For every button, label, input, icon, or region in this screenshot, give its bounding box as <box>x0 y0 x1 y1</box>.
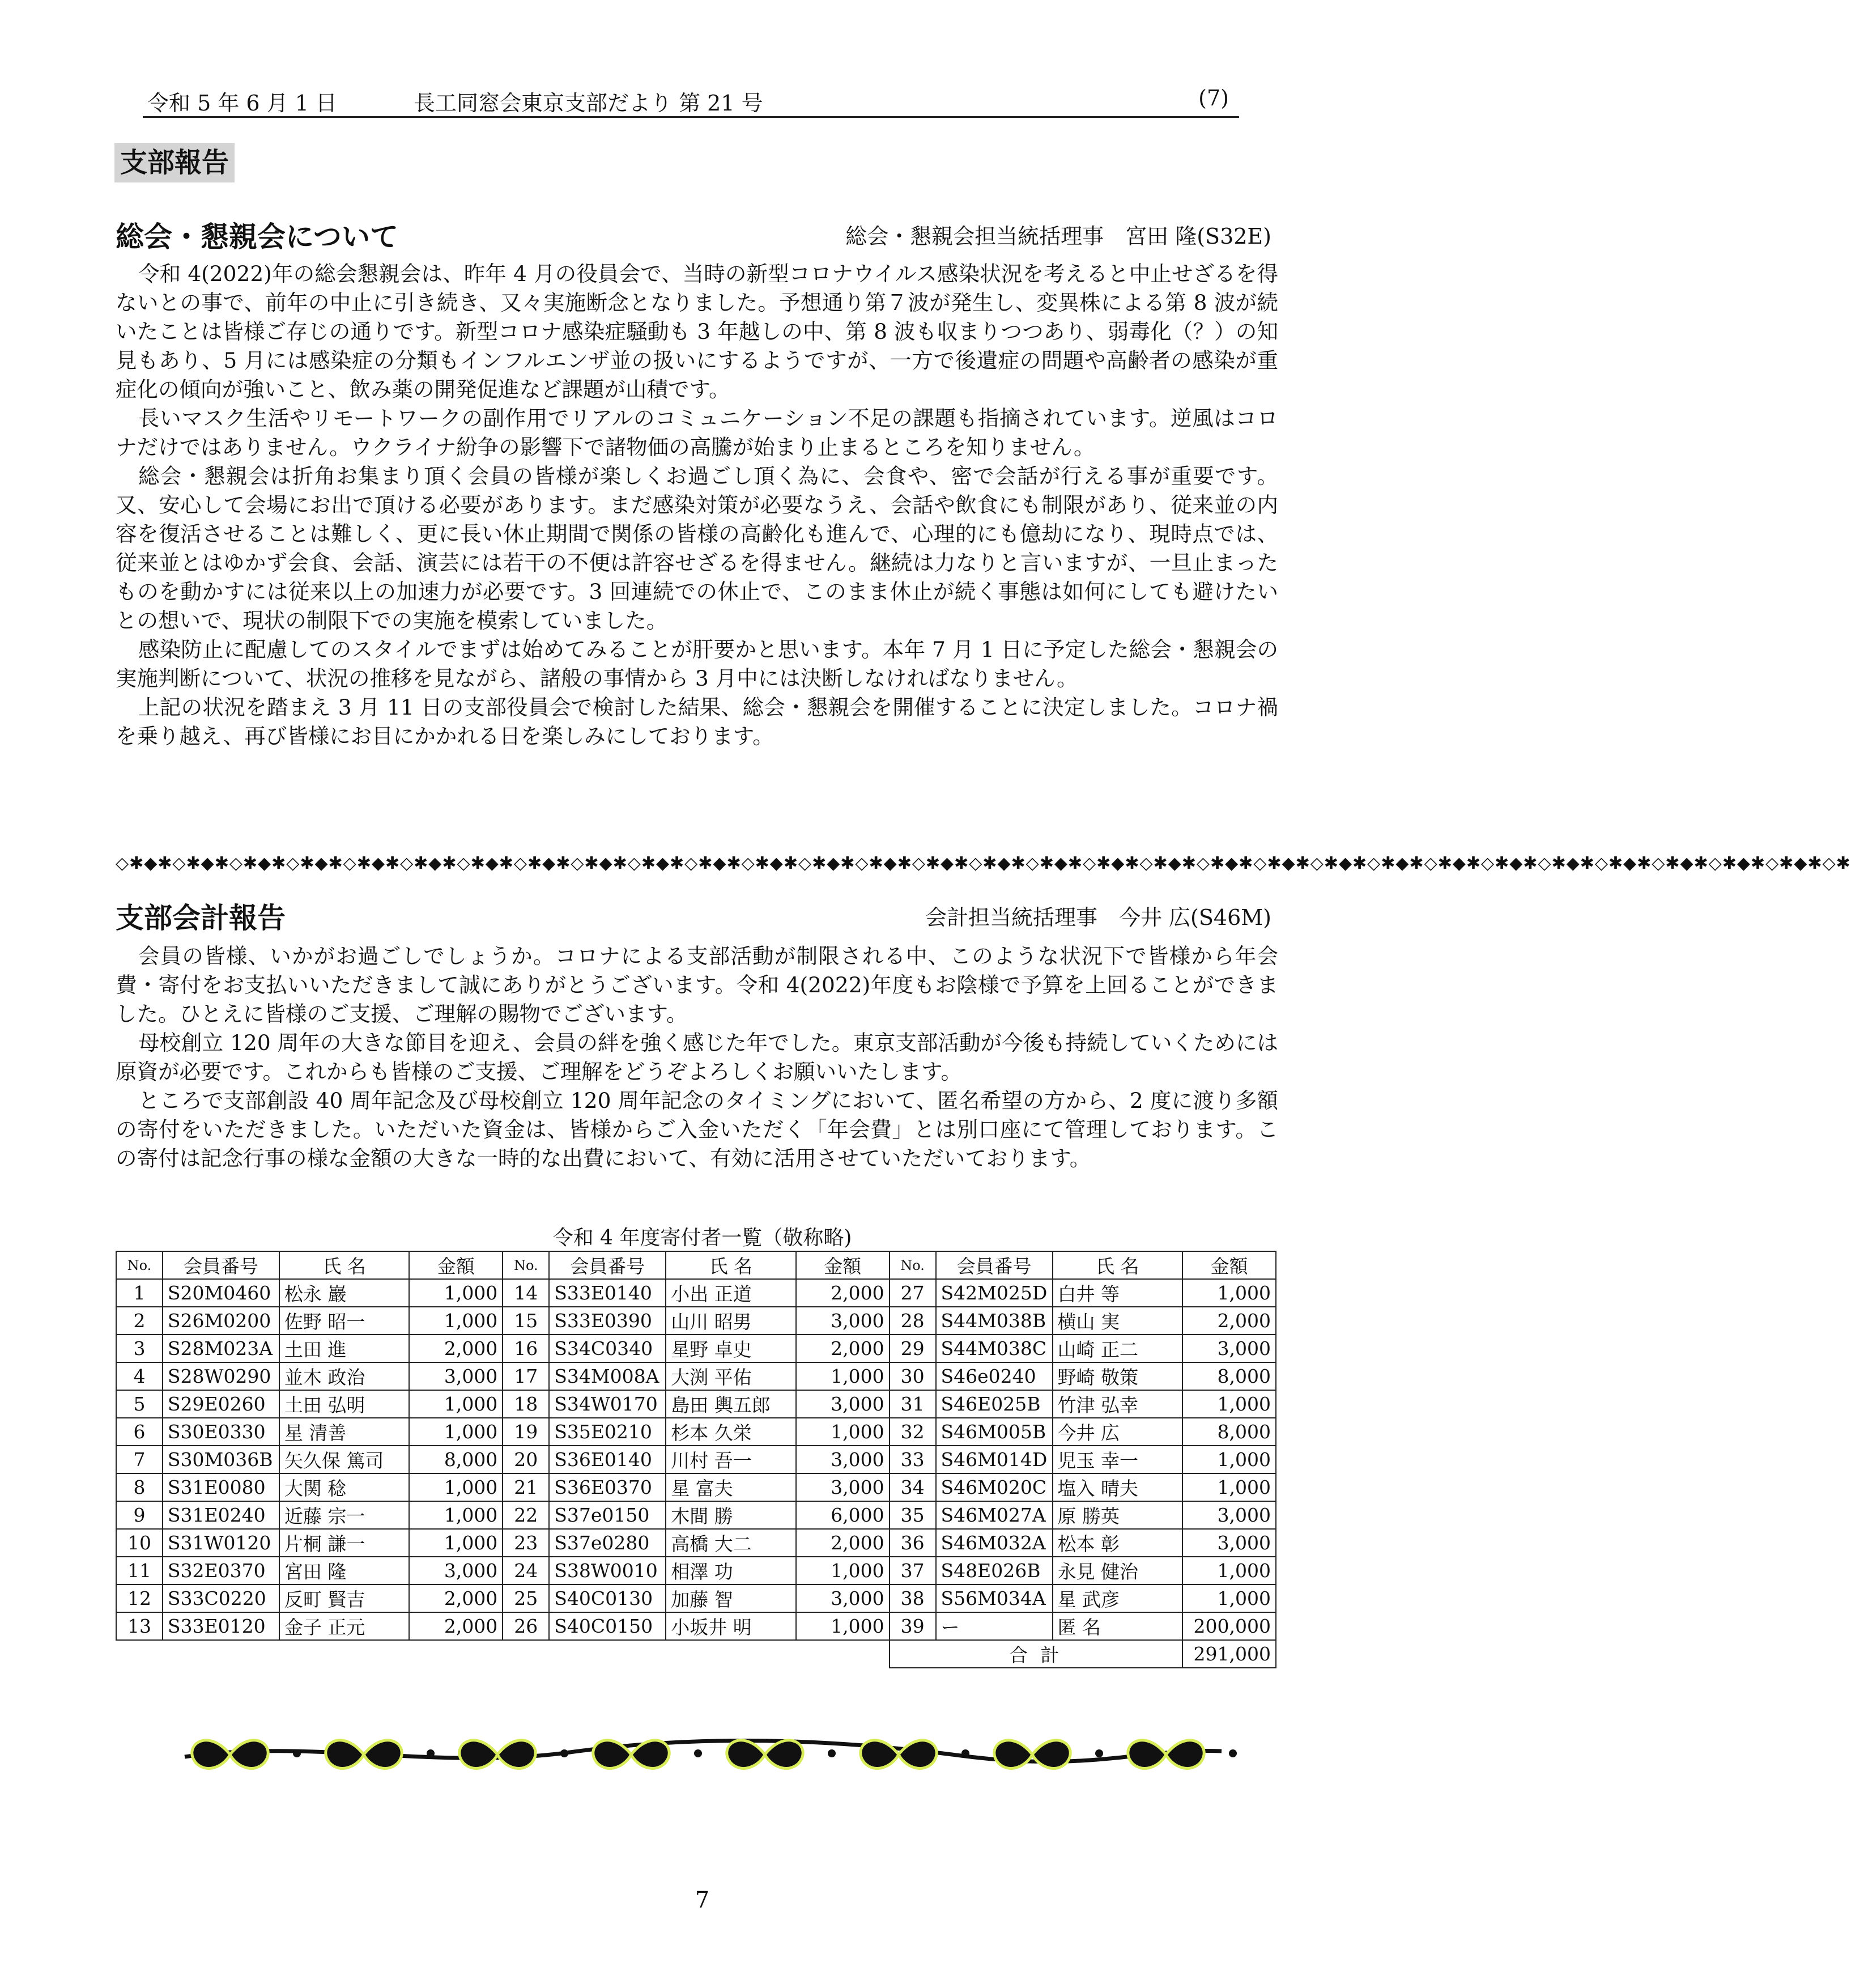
donation-amount: 3,000 <box>1182 1529 1276 1557</box>
donor-no: 15 <box>503 1307 549 1335</box>
member-id: S31W0120 <box>163 1529 279 1557</box>
paragraph: 上記の状況を踏まえ 3 月 11 日の支部役員会で検討した結果、総会・懇親会を開催することに決定しました。コロナ禍を乗り越え、再び皆様にお目にかかれる日を楽しみにしております。 <box>116 695 1278 749</box>
donor-no: 19 <box>503 1418 549 1446</box>
donor-no: 3 <box>116 1335 163 1362</box>
donor-no: 24 <box>503 1557 549 1585</box>
column-header: No. <box>116 1251 163 1279</box>
member-id: S40C0150 <box>549 1612 666 1640</box>
vine-bud <box>828 1749 836 1757</box>
header-page-number: (7) <box>1198 86 1229 111</box>
total-amount: 291,000 <box>1182 1640 1276 1668</box>
donor-name: 今井 広 <box>1053 1418 1182 1446</box>
donor-name: 松永 巖 <box>279 1279 409 1307</box>
donor-name: 小坂井 明 <box>666 1612 795 1640</box>
donation-amount: 6,000 <box>796 1501 890 1529</box>
donor-no: 4 <box>116 1362 163 1390</box>
donor-no: 38 <box>890 1585 936 1612</box>
donor-name: 高橋 大二 <box>666 1529 795 1557</box>
donation-amount: 2,000 <box>796 1335 890 1362</box>
table-row <box>116 1501 1276 1529</box>
column-header: No. <box>503 1251 549 1279</box>
donation-amount: 1,000 <box>1182 1446 1276 1473</box>
member-id: S46e0240 <box>936 1362 1053 1390</box>
donation-amount: 2,000 <box>409 1585 503 1612</box>
donation-amount: 8,000 <box>1182 1362 1276 1390</box>
donor-no: 21 <box>503 1473 549 1501</box>
donor-no: 17 <box>503 1362 549 1390</box>
section-label: 支部報告 <box>114 143 235 182</box>
donation-amount: 2,000 <box>409 1612 503 1640</box>
donor-name: 塩入 晴夫 <box>1053 1473 1182 1501</box>
donation-amount: 200,000 <box>1182 1612 1276 1640</box>
table-row <box>116 1307 1276 1335</box>
donor-no: 13 <box>116 1612 163 1640</box>
member-id: S48E026B <box>936 1557 1053 1585</box>
donor-no: 1 <box>116 1279 163 1307</box>
donation-amount: 1,000 <box>1182 1585 1276 1612</box>
vine-bud <box>560 1749 568 1757</box>
donor-name: 金子 正元 <box>279 1612 409 1640</box>
paragraph: 総会・懇親会は折角お集まり頂く会員の皆様が楽しくお過ごし頂く為に、会食や、密で会話が行える事が重要です。又、安心して会場にお出で頂ける必要があります。まだ感染対策が必要なうえ、会話や飲食にも制限があり、従来並の内容を復活させることは難しく、更に長い休止期間で関係の皆様の高齢化も進んで、心理的にも億劫になり、現時点では、従来並とはゆかず会食、会話、演芸には若干の不便は許容せざるを得ません。継続は力なりと言いますが、一旦止まったものを動かすには従来以上の加速力が必要です。3 回連続での休止で、このまま休止が続く事態は如何にしても避けたいとの想いで、現状の制限下での実施を模索していました。 <box>116 464 1278 633</box>
donor-no: 5 <box>116 1390 163 1418</box>
donor-name: 星野 卓史 <box>666 1335 795 1362</box>
member-id: S42M025D <box>936 1279 1053 1307</box>
table-row <box>116 1612 1276 1640</box>
donor-name: 山川 昭男 <box>666 1307 795 1335</box>
donor-no: 9 <box>116 1501 163 1529</box>
column-header: No. <box>890 1251 936 1279</box>
donor-no: 7 <box>116 1446 163 1473</box>
donation-amount: 1,000 <box>409 1307 503 1335</box>
donor-name: 星 清善 <box>279 1418 409 1446</box>
donor-no: 16 <box>503 1335 549 1362</box>
donor-name: 原 勝英 <box>1053 1501 1182 1529</box>
donor-name: 近藤 宗一 <box>279 1501 409 1529</box>
member-id: S46M020C <box>936 1473 1053 1501</box>
donation-amount: 1,000 <box>409 1390 503 1418</box>
member-id: S34C0340 <box>549 1335 666 1362</box>
member-id: S29E0260 <box>163 1390 279 1418</box>
donor-no: 28 <box>890 1307 936 1335</box>
article-title-general-meeting: 総会・懇親会について <box>116 220 398 253</box>
article-byline-accounting: 会計担当統括理事 今井 広(S46M) <box>925 905 1271 930</box>
member-id: S28M023A <box>163 1335 279 1362</box>
table-row <box>116 1418 1276 1446</box>
donor-name: 星 富夫 <box>666 1473 795 1501</box>
donation-amount: 1,000 <box>409 1529 503 1557</box>
donation-amount: 3,000 <box>409 1362 503 1390</box>
donor-name: 片桐 謙一 <box>279 1529 409 1557</box>
donation-amount: 3,000 <box>1182 1335 1276 1362</box>
donor-table <box>116 1251 1276 1668</box>
donor-no: 20 <box>503 1446 549 1473</box>
article-title-accounting: 支部会計報告 <box>116 902 286 934</box>
donor-no: 2 <box>116 1307 163 1335</box>
member-id: S56M034A <box>936 1585 1053 1612</box>
member-id: S44M038C <box>936 1335 1053 1362</box>
vine-bud <box>961 1749 969 1757</box>
donation-amount: 3,000 <box>1182 1501 1276 1529</box>
donor-name: 杉本 久栄 <box>666 1418 795 1446</box>
paragraph: 感染防止に配慮してのスタイルでまずは始めてみることが肝要かと思います。本年 7 月 1 日に予定した総会・懇親会の実施判断について、状況の推移を見ながら、諸般の事情から 3 月中には決断しなければなりません。 <box>116 637 1278 691</box>
donor-name: 匿 名 <box>1053 1612 1182 1640</box>
butterfly-icon <box>1128 1740 1204 1769</box>
member-id: S46M005B <box>936 1418 1053 1446</box>
donation-amount: 3,000 <box>796 1585 890 1612</box>
donor-no: 27 <box>890 1279 936 1307</box>
donation-amount: 1,000 <box>796 1612 890 1640</box>
column-header: 氏 名 <box>1053 1251 1182 1279</box>
newsletter-title: 長工同窓会東京支部だより 第 21 号 <box>414 91 763 116</box>
donation-amount: 1,000 <box>1182 1473 1276 1501</box>
donation-amount: 3,000 <box>409 1557 503 1585</box>
member-id: S30E0330 <box>163 1418 279 1446</box>
donation-amount: 1,000 <box>796 1362 890 1390</box>
table-row <box>116 1473 1276 1501</box>
butterfly-icon <box>326 1740 402 1769</box>
vine-bud <box>427 1749 435 1757</box>
decorative-divider: ◇✱◆✱◇✱◆✱◇✱◆✱◇✱◆✱◇✱◆✱◇✱◆✱◇✱◆✱◇✱◆✱◇✱◆✱◇✱◆✱◇✱◆✱◇✱◆✱◇✱◆✱◇✱◆✱◇✱◆✱◇✱◆✱◇✱◆✱◇✱◆✱◇✱◆✱◇✱◆✱◇✱◆✱◇✱◆✱◇✱◆✱◇✱◆✱◇✱◆✱◇✱◆✱◇✱◆✱◇✱◆✱◇✱◆✱◇✱◆✱◇✱ <box>116 853 1851 873</box>
donor-no: 25 <box>503 1585 549 1612</box>
donor-no: 39 <box>890 1612 936 1640</box>
donation-amount: 1,000 <box>409 1473 503 1501</box>
donor-name: 加藤 智 <box>666 1585 795 1612</box>
donation-amount: 2,000 <box>796 1279 890 1307</box>
member-id: S34W0170 <box>549 1390 666 1418</box>
butterfly-icon <box>994 1740 1070 1769</box>
donor-no: 10 <box>116 1529 163 1557</box>
member-id: S33C0220 <box>163 1585 279 1612</box>
article-body-general-meeting <box>116 260 1278 751</box>
donor-name: 木間 勝 <box>666 1501 795 1529</box>
article-byline-general-meeting: 総会・懇親会担当統括理事 宮田 隆(S32E) <box>845 224 1271 249</box>
donor-no: 23 <box>503 1529 549 1557</box>
donor-no: 32 <box>890 1418 936 1446</box>
donation-amount: 1,000 <box>796 1418 890 1446</box>
donor-no: 11 <box>116 1557 163 1585</box>
donor-no: 29 <box>890 1335 936 1362</box>
donor-name: 川村 吾一 <box>666 1446 795 1473</box>
table-row <box>116 1557 1276 1585</box>
donor-no: 6 <box>116 1418 163 1446</box>
vine-bud <box>1229 1749 1237 1757</box>
donor-name: 土田 弘明 <box>279 1390 409 1418</box>
donation-amount: 1,000 <box>409 1501 503 1529</box>
member-id: S33E0140 <box>549 1279 666 1307</box>
column-header: 金額 <box>1182 1251 1276 1279</box>
donor-name: 矢久保 篤司 <box>279 1446 409 1473</box>
donor-name: 松本 彰 <box>1053 1529 1182 1557</box>
page-header <box>143 82 1239 118</box>
butterfly-icon <box>861 1740 937 1769</box>
member-id: S37e0150 <box>549 1501 666 1529</box>
donor-name: 星 武彦 <box>1053 1585 1182 1612</box>
donor-name: 竹津 弘幸 <box>1053 1390 1182 1418</box>
member-id: S34M008A <box>549 1362 666 1390</box>
donor-name: 島田 輿五郎 <box>666 1390 795 1418</box>
vine-bud <box>293 1749 301 1757</box>
donor-name: 並木 政治 <box>279 1362 409 1390</box>
donor-table-body <box>116 1279 1276 1668</box>
donation-amount: 3,000 <box>796 1390 890 1418</box>
donation-amount: 1,000 <box>1182 1390 1276 1418</box>
butterfly-vine-ornament <box>179 1716 1227 1784</box>
donor-no: 36 <box>890 1529 936 1557</box>
table-row <box>116 1279 1276 1307</box>
paragraph: 会員の皆様、いかがお過ごしでしょうか。コロナによる支部活動が制限される中、このような状況下で皆様から年会費・寄付をお支払いいただきまして誠にありがとうございます。令和 4(2022)年度もお陰様で予算を上回ることができました。ひとえに皆様のご支援、ご理解の賜物でございます。 <box>116 944 1278 1026</box>
article-body-accounting <box>116 942 1278 1173</box>
butterfly-icon <box>192 1740 268 1769</box>
donor-no: 14 <box>503 1279 549 1307</box>
member-id: S33E0390 <box>549 1307 666 1335</box>
butterfly-icon <box>459 1740 535 1769</box>
donor-name: 宮田 隆 <box>279 1557 409 1585</box>
donation-amount: 3,000 <box>796 1446 890 1473</box>
donor-name: 土田 進 <box>279 1335 409 1362</box>
donation-amount: 1,000 <box>796 1557 890 1585</box>
paragraph: 母校創立 120 周年の大きな節目を迎え、会員の絆を強く感じた年でした。東京支部活動が今後も持続していくためには原資が必要です。これからも皆様のご支援、ご理解をどうぞよろしくお願いいたします。 <box>116 1030 1278 1084</box>
vine-bud <box>1095 1749 1103 1757</box>
donor-no: 34 <box>890 1473 936 1501</box>
member-id: S37e0280 <box>549 1529 666 1557</box>
donation-amount: 8,000 <box>409 1446 503 1473</box>
donor-no: 8 <box>116 1473 163 1501</box>
table-row <box>116 1529 1276 1557</box>
donation-amount: 1,000 <box>409 1418 503 1446</box>
column-header: 氏 名 <box>666 1251 795 1279</box>
donor-name: 山崎 正二 <box>1053 1335 1182 1362</box>
donor-no: 30 <box>890 1362 936 1390</box>
member-id: S26M0200 <box>163 1307 279 1335</box>
column-header: 金額 <box>796 1251 890 1279</box>
donor-name: 野崎 敬策 <box>1053 1362 1182 1390</box>
member-id: S20M0460 <box>163 1279 279 1307</box>
member-id: S35E0210 <box>549 1418 666 1446</box>
donor-name: 相澤 功 <box>666 1557 795 1585</box>
column-header: 会員番号 <box>549 1251 666 1279</box>
member-id: S36E0140 <box>549 1446 666 1473</box>
member-id: ー <box>936 1612 1053 1640</box>
member-id: S32E0370 <box>163 1557 279 1585</box>
member-id: S31E0240 <box>163 1501 279 1529</box>
footer-page-number: 7 <box>695 1887 710 1913</box>
donor-no: 35 <box>890 1501 936 1529</box>
member-id: S36E0370 <box>549 1473 666 1501</box>
member-id: S40C0130 <box>549 1585 666 1612</box>
member-id: S46M014D <box>936 1446 1053 1473</box>
donor-name: 大関 稔 <box>279 1473 409 1501</box>
donor-no: 37 <box>890 1557 936 1585</box>
issue-date: 令和 5 年 6 月 1 日 <box>147 91 338 116</box>
member-id: S44M038B <box>936 1307 1053 1335</box>
donor-name: 横山 実 <box>1053 1307 1182 1335</box>
column-header: 会員番号 <box>936 1251 1053 1279</box>
donor-no: 18 <box>503 1390 549 1418</box>
donor-name: 大渕 平佑 <box>666 1362 795 1390</box>
vine-bud <box>694 1749 702 1757</box>
paragraph: 長いマスク生活やリモートワークの副作用でリアルのコミュニケーション不足の課題も指摘されています。逆風はコロナだけではありません。ウクライナ紛争の影響下で諸物価の高騰が始まり止まるところを知りません。 <box>116 406 1278 460</box>
donor-no: 31 <box>890 1390 936 1418</box>
butterfly-icon <box>727 1740 803 1769</box>
column-header: 会員番号 <box>163 1251 279 1279</box>
donor-name: 白井 等 <box>1053 1279 1182 1307</box>
donation-amount: 8,000 <box>1182 1418 1276 1446</box>
donor-table-caption: 令和 4 年度寄付者一覧（敬称略) <box>552 1226 852 1250</box>
member-id: S46M032A <box>936 1529 1053 1557</box>
donation-amount: 1,000 <box>1182 1279 1276 1307</box>
donor-no: 22 <box>503 1501 549 1529</box>
donor-name: 反町 賢吉 <box>279 1585 409 1612</box>
donation-amount: 1,000 <box>409 1279 503 1307</box>
donation-amount: 3,000 <box>796 1473 890 1501</box>
member-id: S46E025B <box>936 1390 1053 1418</box>
donor-name: 児玉 幸一 <box>1053 1446 1182 1473</box>
member-id: S33E0120 <box>163 1612 279 1640</box>
table-row <box>116 1446 1276 1473</box>
table-row <box>116 1390 1276 1418</box>
table-row <box>116 1335 1276 1362</box>
table-row <box>116 1585 1276 1612</box>
donation-amount: 2,000 <box>1182 1307 1276 1335</box>
member-id: S28W0290 <box>163 1362 279 1390</box>
donor-no: 33 <box>890 1446 936 1473</box>
donor-name: 永見 健治 <box>1053 1557 1182 1585</box>
donation-amount: 3,000 <box>796 1307 890 1335</box>
donor-name: 小出 正道 <box>666 1279 795 1307</box>
donation-amount: 1,000 <box>1182 1557 1276 1585</box>
donation-amount: 2,000 <box>796 1529 890 1557</box>
member-id: S31E0080 <box>163 1473 279 1501</box>
column-header: 金額 <box>409 1251 503 1279</box>
table-row <box>116 1362 1276 1390</box>
donor-no: 12 <box>116 1585 163 1612</box>
donation-amount: 2,000 <box>409 1335 503 1362</box>
member-id: S38W0010 <box>549 1557 666 1585</box>
member-id: S30M036B <box>163 1446 279 1473</box>
total-label: 合 計 <box>890 1640 1182 1668</box>
paragraph: 令和 4(2022)年の総会懇親会は、昨年 4 月の役員会で、当時の新型コロナウイルス感染状況を考えると中止せざるを得ないとの事で、前年の中止に引き続き、又々実施断念となりました。予想通り第７波が発生し、変異株による第 8 波が続いたことは皆様ご存じの通りです。新型コロナ感染症騒動も 3 年越しの中、第 8 波も収まりつつあり、弱毒化（？）の知見もあり、5 月には感染症の分類もインフルエンザ並の扱いにするようですが、一方で後遺症の問題や高齢者の感染が重症化の傾向が強いこと、飲み薬の開発促進など課題が山積です。 <box>116 261 1278 402</box>
paragraph: ところで支部創設 40 周年記念及び母校創立 120 周年記念のタイミングにおいて、匿名希望の方から、2 度に渡り多額の寄付をいただきました。いただいた資金は、皆様からご入金いただく「年会費」とは別口座にて管理しております。この寄付は記念行事の様な金額の大きな一時的な出費において、有効に活用させていただいております。 <box>116 1088 1278 1171</box>
member-id: S46M027A <box>936 1501 1053 1529</box>
column-header: 氏 名 <box>279 1251 409 1279</box>
total-spacer <box>116 1640 890 1668</box>
donor-no: 26 <box>503 1612 549 1640</box>
donor-table-header <box>116 1251 1276 1279</box>
donor-name: 佐野 昭一 <box>279 1307 409 1335</box>
total-row <box>116 1640 1276 1668</box>
